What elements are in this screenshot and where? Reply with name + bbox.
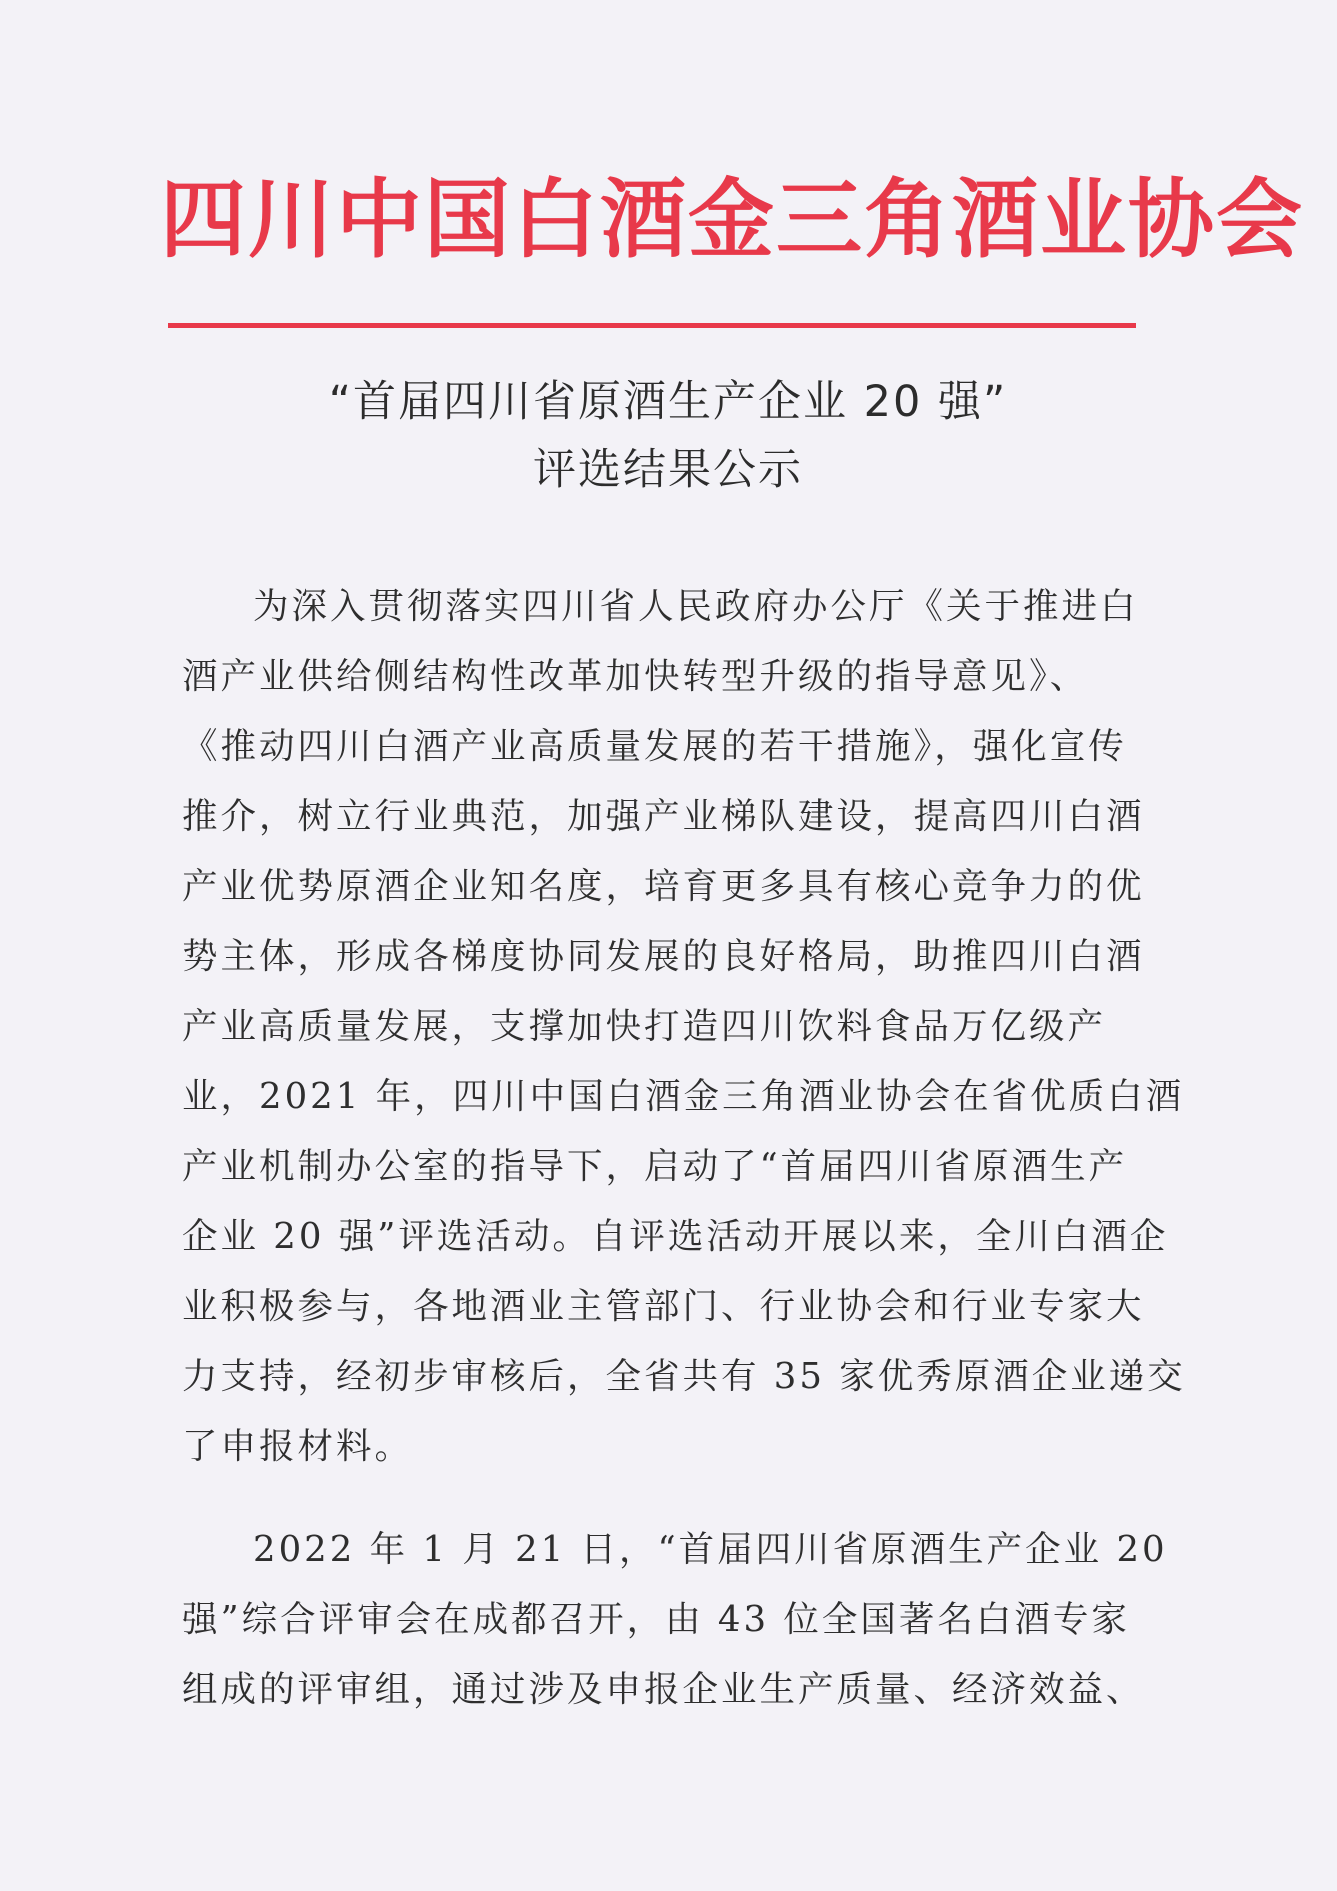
paragraph-line: 《推动四川白酒产业高质量发展的若干措施》，强化宣传 (182, 726, 1127, 767)
body-paragraph-1 (182, 572, 1186, 1482)
paragraph-line: 产业优势原酒企业知名度，培育更多具有核心竞争力的优 (182, 866, 1145, 907)
document-title-line-1: “首届四川省原酒生产企业 20 强” (328, 377, 1008, 427)
header-divider (168, 323, 1136, 328)
paragraph-line: 产业机制办公室的指导下，启动了“首届四川省原酒生产 (182, 1146, 1128, 1187)
paragraph-line: 产业高质量发展，支撑加快打造四川饮料食品万亿级产 (182, 1006, 1107, 1047)
paragraph-line: 力支持，经初步审核后，全省共有 35 家优秀原酒企业递交 (182, 1356, 1186, 1397)
paragraph-line: 了申报材料。 (182, 1426, 414, 1467)
paragraph-line: 酒产业供给侧结构性改革加快转型升级的指导意见》、 (182, 656, 1089, 697)
body-paragraph-2 (182, 1515, 1168, 1725)
paragraph-line: 2022 年 1 月 21 日，“首届四川省原酒生产企业 20 (253, 1529, 1168, 1570)
paragraph-line: 推介，树立行业典范，加强产业梯队建设，提高四川白酒 (182, 796, 1145, 837)
paragraph-line: 企业 20 强”评选活动。自评选活动开展以来，全川白酒企 (182, 1216, 1169, 1257)
paragraph-line: 业，2021 年，四川中国白酒金三角酒业协会在省优质白酒 (182, 1076, 1185, 1117)
paragraph-line: 为深入贯彻落实四川省人民政府办公厅《关于推进白 (253, 586, 1139, 627)
paragraph-line: 强”综合评审会在成都召开，由 43 位全国著名白酒专家 (182, 1599, 1130, 1640)
paragraph-line: 势主体，形成各梯度协同发展的良好格局，助推四川白酒 (182, 936, 1145, 977)
paragraph-line: 业积极参与，各地酒业主管部门、行业协会和行业专家大 (182, 1286, 1145, 1327)
document-title-line-2: 评选结果公示 (533, 445, 803, 495)
organization-header: 四川中国白酒金三角酒业协会 (160, 170, 1304, 270)
paragraph-line: 组成的评审组，通过涉及申报企业生产质量、经济效益、 (182, 1669, 1145, 1710)
